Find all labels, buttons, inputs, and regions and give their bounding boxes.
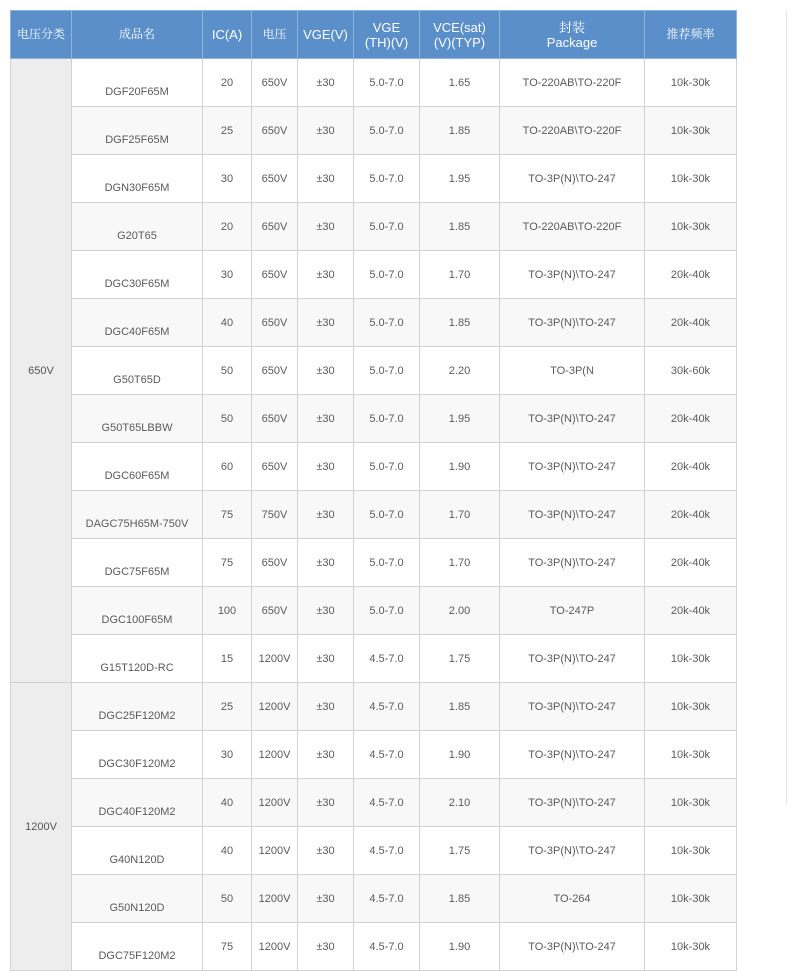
vge-cell: ±30 (298, 731, 354, 779)
table-row (11, 299, 737, 347)
voltage-cell: 1200V (252, 923, 298, 971)
vce-sat-cell: 1.70 (420, 491, 500, 539)
table-row (11, 827, 737, 875)
vce-sat-cell: 2.10 (420, 779, 500, 827)
table-row (11, 395, 737, 443)
freq-cell: 10k-30k (645, 155, 737, 203)
package-cell: TO-3P(N)\TO-247 (500, 299, 645, 347)
table-body (11, 59, 737, 971)
vge-th-cell: 4.5-7.0 (354, 923, 420, 971)
ic-cell: 50 (203, 395, 252, 443)
voltage-cell: 650V (252, 299, 298, 347)
ic-cell: 20 (203, 203, 252, 251)
model-cell: G50N120D (72, 875, 203, 923)
package-cell: TO-3P(N)\TO-247 (500, 731, 645, 779)
vge-cell: ±30 (298, 635, 354, 683)
voltage-group-cell: 650V (11, 59, 72, 683)
vge-th-cell: 4.5-7.0 (354, 875, 420, 923)
ic-cell: 75 (203, 923, 252, 971)
freq-cell: 20k-40k (645, 299, 737, 347)
package-cell: TO-3P(N)\TO-247 (500, 635, 645, 683)
freq-cell: 10k-30k (645, 635, 737, 683)
vge-cell: ±30 (298, 59, 354, 107)
model-cell: DGC30F120M2 (72, 731, 203, 779)
package-cell: TO-247P (500, 587, 645, 635)
header-vce-sat-line2: (V)(TYP) (433, 34, 486, 50)
header-package (500, 11, 645, 59)
package-cell: TO-220AB\TO-220F (500, 203, 645, 251)
package-cell: TO-3P(N)\TO-247 (500, 443, 645, 491)
model-cell: DGC75F120M2 (72, 923, 203, 971)
ic-cell: 30 (203, 251, 252, 299)
voltage-cell: 1200V (252, 875, 298, 923)
vce-sat-cell: 1.85 (420, 107, 500, 155)
model-cell: G50T65D (72, 347, 203, 395)
table-row (11, 59, 737, 107)
vce-sat-cell: 1.90 (420, 731, 500, 779)
vge-cell: ±30 (298, 779, 354, 827)
freq-cell: 10k-30k (645, 827, 737, 875)
table-row (11, 491, 737, 539)
vge-th-cell: 4.5-7.0 (354, 731, 420, 779)
vce-sat-cell: 1.90 (420, 923, 500, 971)
vge-cell: ±30 (298, 155, 354, 203)
voltage-cell: 1200V (252, 779, 298, 827)
package-cell: TO-3P(N)\TO-247 (500, 827, 645, 875)
voltage-group-cell: 1200V (11, 683, 72, 971)
vce-sat-cell: 1.70 (420, 251, 500, 299)
voltage-cell: 1200V (252, 827, 298, 875)
voltage-cell: 650V (252, 443, 298, 491)
vge-cell: ±30 (298, 491, 354, 539)
vge-cell: ±30 (298, 923, 354, 971)
ic-cell: 30 (203, 731, 252, 779)
freq-cell: 30k-60k (645, 347, 737, 395)
voltage-cell: 750V (252, 491, 298, 539)
model-cell: DGC100F65M (72, 587, 203, 635)
vge-cell: ±30 (298, 395, 354, 443)
vge-cell: ±30 (298, 107, 354, 155)
vce-sat-cell: 1.75 (420, 827, 500, 875)
vge-th-cell: 5.0-7.0 (354, 347, 420, 395)
header-vge-th-line2: (TH)(V) (364, 34, 409, 50)
ic-cell: 20 (203, 59, 252, 107)
header-ic: IC(A) (203, 11, 252, 59)
header-model: 成品名 (72, 11, 203, 59)
header-vge-th (354, 11, 420, 59)
vce-sat-cell: 1.85 (420, 683, 500, 731)
ic-cell: 15 (203, 635, 252, 683)
vce-sat-cell: 1.85 (420, 203, 500, 251)
model-cell: G50T65LBBW (72, 395, 203, 443)
model-cell: DGF20F65M (72, 59, 203, 107)
model-cell: DGC40F65M (72, 299, 203, 347)
voltage-cell: 650V (252, 155, 298, 203)
voltage-cell: 650V (252, 347, 298, 395)
table-header (11, 11, 737, 59)
vge-cell: ±30 (298, 875, 354, 923)
table-row (11, 347, 737, 395)
ic-cell: 25 (203, 107, 252, 155)
ic-cell: 75 (203, 539, 252, 587)
vge-th-cell: 5.0-7.0 (354, 539, 420, 587)
model-cell: DGF25F65M (72, 107, 203, 155)
freq-cell: 20k-40k (645, 395, 737, 443)
header-freq: 推荐频率 (645, 11, 737, 59)
package-cell: TO-3P(N (500, 347, 645, 395)
vge-th-cell: 5.0-7.0 (354, 107, 420, 155)
vce-sat-cell: 2.00 (420, 587, 500, 635)
vge-cell: ±30 (298, 827, 354, 875)
vce-sat-cell: 1.95 (420, 395, 500, 443)
vge-th-cell: 4.5-7.0 (354, 827, 420, 875)
table-row (11, 251, 737, 299)
header-row (11, 11, 737, 59)
freq-cell: 10k-30k (645, 731, 737, 779)
ic-cell: 60 (203, 443, 252, 491)
vge-cell: ±30 (298, 539, 354, 587)
package-cell: TO-264 (500, 875, 645, 923)
vge-th-cell: 5.0-7.0 (354, 203, 420, 251)
vge-th-cell: 4.5-7.0 (354, 779, 420, 827)
voltage-cell: 650V (252, 107, 298, 155)
model-cell: G15T120D-RC (72, 635, 203, 683)
vge-th-cell: 5.0-7.0 (354, 395, 420, 443)
vce-sat-cell: 1.75 (420, 635, 500, 683)
table-row (11, 779, 737, 827)
voltage-cell: 1200V (252, 683, 298, 731)
ic-cell: 40 (203, 779, 252, 827)
ic-cell: 100 (203, 587, 252, 635)
header-package-line1: 封装 (558, 19, 585, 35)
vce-sat-cell: 1.90 (420, 443, 500, 491)
vge-th-cell: 5.0-7.0 (354, 251, 420, 299)
freq-cell: 20k-40k (645, 491, 737, 539)
freq-cell: 10k-30k (645, 875, 737, 923)
vge-cell: ±30 (298, 683, 354, 731)
ic-cell: 30 (203, 155, 252, 203)
vce-sat-cell: 1.85 (420, 299, 500, 347)
vge-cell: ±30 (298, 347, 354, 395)
vce-sat-cell: 2.20 (420, 347, 500, 395)
model-cell: G20T65 (72, 203, 203, 251)
table-row (11, 683, 737, 731)
voltage-cell: 650V (252, 251, 298, 299)
header-voltage: 电压 (252, 11, 298, 59)
freq-cell: 20k-40k (645, 587, 737, 635)
table-row (11, 155, 737, 203)
product-table-container (10, 10, 764, 971)
freq-cell: 10k-30k (645, 203, 737, 251)
table-row (11, 539, 737, 587)
table-row (11, 731, 737, 779)
vge-cell: ±30 (298, 203, 354, 251)
package-cell: TO-3P(N)\TO-247 (500, 923, 645, 971)
package-cell: TO-3P(N)\TO-247 (500, 491, 645, 539)
ic-cell: 75 (203, 491, 252, 539)
freq-cell: 20k-40k (645, 539, 737, 587)
header-vce-sat (420, 11, 500, 59)
igbt-product-table (10, 10, 737, 971)
table-row (11, 203, 737, 251)
model-cell: DGC30F65M (72, 251, 203, 299)
vge-cell: ±30 (298, 251, 354, 299)
voltage-cell: 650V (252, 59, 298, 107)
vce-sat-cell: 1.70 (420, 539, 500, 587)
model-cell: DAGC75H65M-750V (72, 491, 203, 539)
ic-cell: 50 (203, 875, 252, 923)
table-row (11, 923, 737, 971)
package-cell: TO-3P(N)\TO-247 (500, 683, 645, 731)
vce-sat-cell: 1.95 (420, 155, 500, 203)
package-cell: TO-220AB\TO-220F (500, 107, 645, 155)
table-row (11, 635, 737, 683)
vge-th-cell: 4.5-7.0 (354, 683, 420, 731)
table-row (11, 107, 737, 155)
package-cell: TO-3P(N)\TO-247 (500, 251, 645, 299)
ic-cell: 40 (203, 299, 252, 347)
package-cell: TO-3P(N)\TO-247 (500, 155, 645, 203)
vge-th-cell: 5.0-7.0 (354, 59, 420, 107)
vge-th-cell: 5.0-7.0 (354, 491, 420, 539)
freq-cell: 20k-40k (645, 251, 737, 299)
freq-cell: 10k-30k (645, 683, 737, 731)
voltage-cell: 1200V (252, 731, 298, 779)
vge-th-cell: 5.0-7.0 (354, 299, 420, 347)
voltage-cell: 650V (252, 587, 298, 635)
package-cell: TO-220AB\TO-220F (500, 59, 645, 107)
freq-cell: 20k-40k (645, 443, 737, 491)
voltage-cell: 1200V (252, 635, 298, 683)
vge-cell: ±30 (298, 443, 354, 491)
package-cell: TO-3P(N)\TO-247 (500, 779, 645, 827)
ic-cell: 25 (203, 683, 252, 731)
voltage-cell: 650V (252, 395, 298, 443)
page-edge-line (786, 10, 787, 804)
model-cell: DGC75F65M (72, 539, 203, 587)
vce-sat-cell: 1.85 (420, 875, 500, 923)
vge-th-cell: 5.0-7.0 (354, 155, 420, 203)
vge-th-cell: 5.0-7.0 (354, 443, 420, 491)
model-cell: DGC60F65M (72, 443, 203, 491)
table-row (11, 587, 737, 635)
package-cell: TO-3P(N)\TO-247 (500, 395, 645, 443)
freq-cell: 10k-30k (645, 923, 737, 971)
freq-cell: 10k-30k (645, 779, 737, 827)
model-cell: DGN30F65M (72, 155, 203, 203)
freq-cell: 10k-30k (645, 59, 737, 107)
model-cell: DGC40F120M2 (72, 779, 203, 827)
model-cell: DGC25F120M2 (72, 683, 203, 731)
vge-th-cell: 4.5-7.0 (354, 635, 420, 683)
vge-cell: ±30 (298, 299, 354, 347)
model-cell: G40N120D (72, 827, 203, 875)
voltage-cell: 650V (252, 203, 298, 251)
header-vge: VGE(V) (298, 11, 354, 59)
header-vce-sat-line1: VCE(sat) (433, 19, 486, 35)
vge-cell: ±30 (298, 587, 354, 635)
table-row (11, 443, 737, 491)
header-group: 电压分类 (11, 11, 72, 59)
freq-cell: 10k-30k (645, 107, 737, 155)
header-package-line2: Package (546, 34, 598, 50)
ic-cell: 40 (203, 827, 252, 875)
vge-th-cell: 5.0-7.0 (354, 587, 420, 635)
package-cell: TO-3P(N)\TO-247 (500, 539, 645, 587)
ic-cell: 50 (203, 347, 252, 395)
vce-sat-cell: 1.65 (420, 59, 500, 107)
voltage-cell: 650V (252, 539, 298, 587)
table-row (11, 875, 737, 923)
header-vge-th-line1: VGE (372, 19, 401, 35)
